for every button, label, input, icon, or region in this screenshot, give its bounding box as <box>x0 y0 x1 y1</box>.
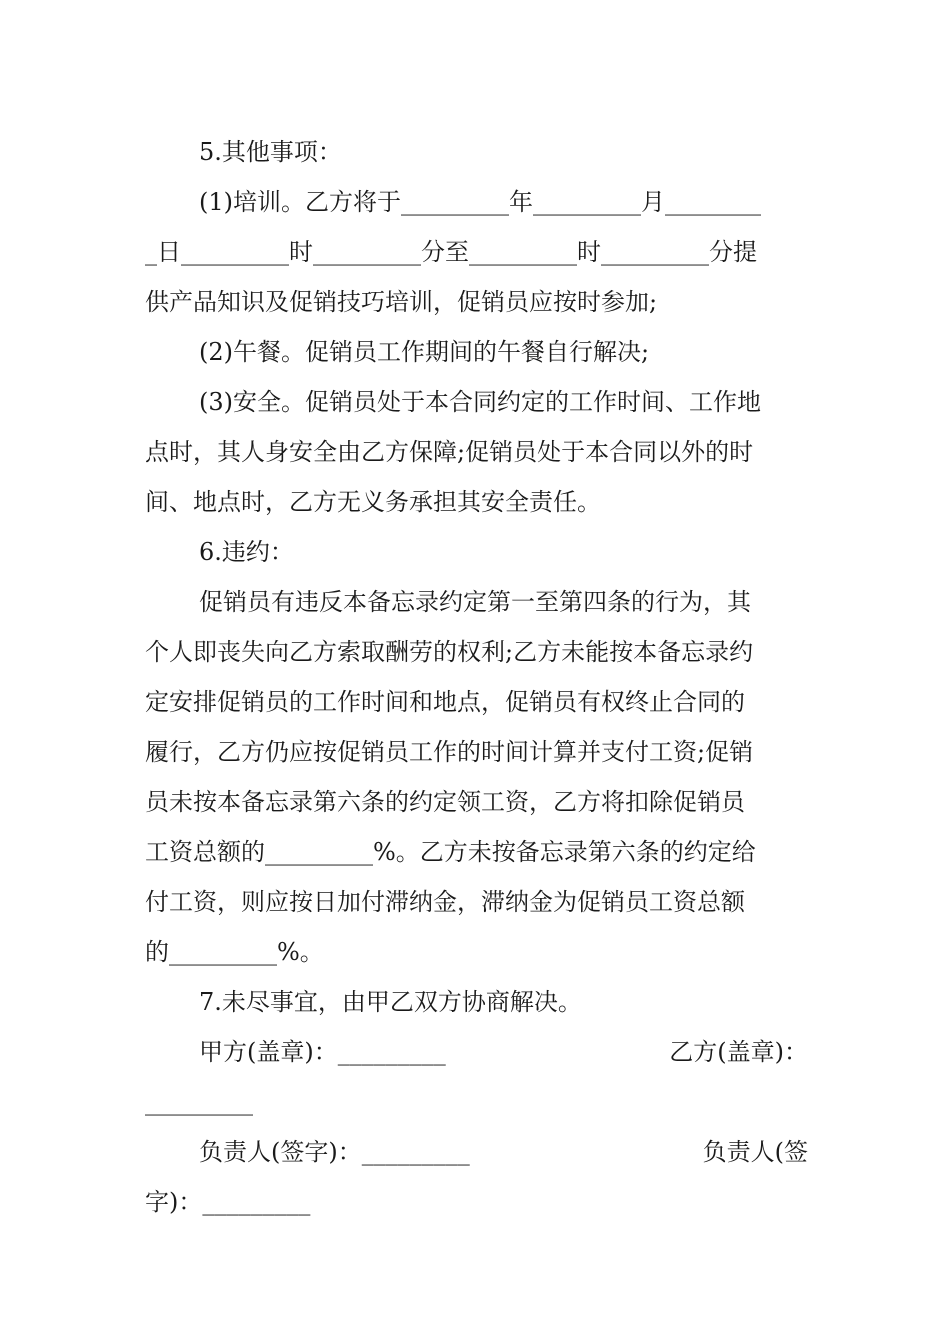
safety-clause-line-3: 间、地点时，乙方无义务承担其安全责任。 <box>145 488 601 516</box>
training-clause-line-3: 供产品知识及促销技巧培训，促销员应按时参加; <box>145 288 658 316</box>
section-7-clause: 7.未尽事宜，由甲乙双方协商解决。 <box>199 988 582 1016</box>
lunch-clause: (2)午餐。促销员工作期间的午餐自行解决; <box>199 338 650 366</box>
section-6-heading: 6.违约： <box>199 538 294 566</box>
party-a-seal: 甲方(盖章)：_________ <box>199 1038 446 1066</box>
section-5-heading: 5.其他事项： <box>199 138 342 166</box>
breach-para-line-4: 履行，乙方仍应按促销员工作的时间计算并支付工资;促销 <box>145 738 754 766</box>
party-b-head-signature: 负责人(签 <box>702 1138 808 1166</box>
breach-para-line-2: 个人即丧失向乙方索取酬劳的权利;乙方未能按本备忘录约 <box>145 638 754 666</box>
training-clause-line-1: (1)培训。乙方将于_________年_________月________ <box>199 188 761 216</box>
safety-clause-line-2: 点时，其人身安全由乙方保障;促销员处于本合同以外的时 <box>145 438 754 466</box>
safety-clause-line-1: (3)安全。促销员处于本合同约定的工作时间、工作地 <box>199 388 761 416</box>
training-clause-line-2: _日_________时_________分至_________时_________分提 <box>145 238 757 266</box>
breach-para-line-3: 定安排促销员的工作时间和地点，促销员有权终止合同的 <box>145 688 745 716</box>
breach-para-line-5: 员未按本备忘录第六条的约定领工资，乙方将扣除促销员 <box>145 788 745 816</box>
party-b-seal: 乙方(盖章)： <box>669 1038 808 1066</box>
party-b-seal-blank: _________ <box>145 1088 253 1116</box>
breach-para-line-8: 的_________%。 <box>145 938 324 966</box>
breach-para-line-6: 工资总额的_________%。乙方未按备忘录第六条的约定给 <box>145 838 756 866</box>
breach-para-line-1: 促销员有违反本备忘录约定第一至第四条的行为，其 <box>199 588 751 616</box>
breach-para-line-7: 付工资，则应按日加付滞纳金，滞纳金为促销员工资总额 <box>145 888 745 916</box>
party-a-head-signature: 负责人(签字)：_________ <box>199 1138 470 1166</box>
party-b-head-signature-cont: 字)：_________ <box>145 1188 311 1216</box>
